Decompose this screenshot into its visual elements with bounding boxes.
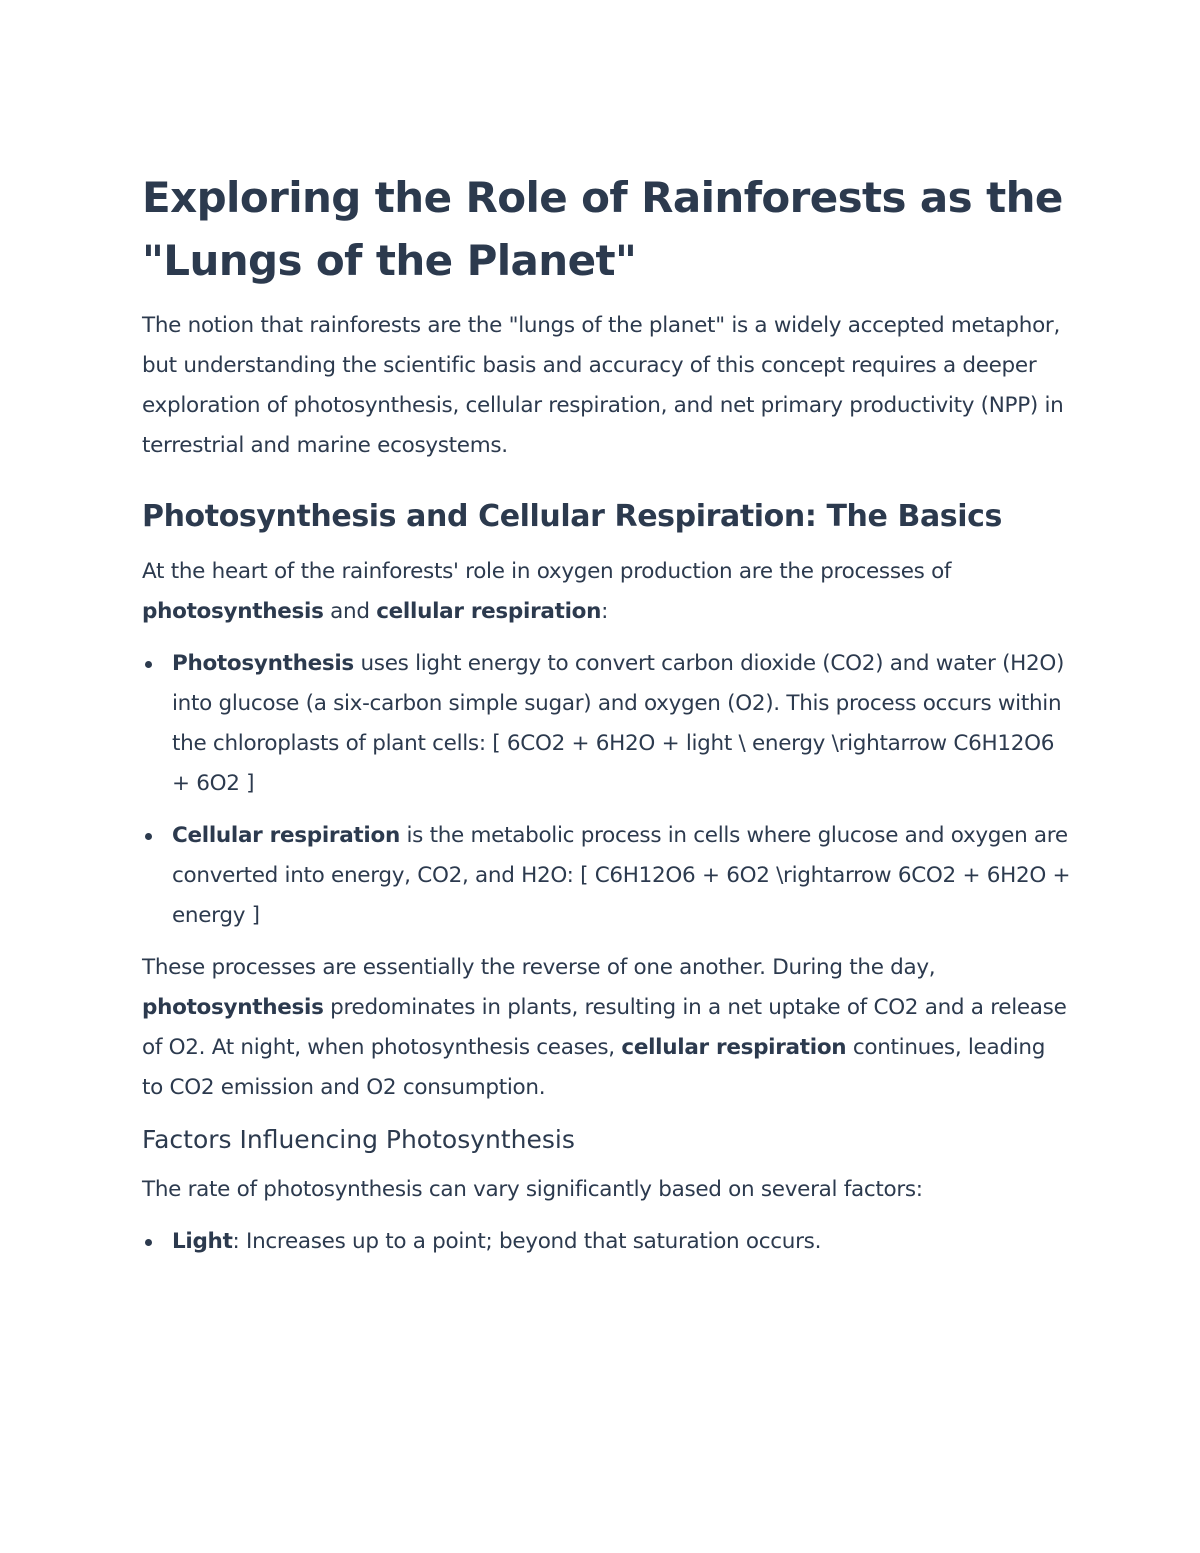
basics-lead-term-respiration: cellular respiration: [376, 599, 602, 624]
list-item-term: Cellular respiration: [172, 823, 400, 848]
closing-text-1: These processes are essentially the reverse of one another. During the day,: [142, 955, 936, 980]
factors-bullet-list: [142, 1222, 1072, 1262]
basics-lead-text: At the heart of the rainforests' role in oxygen production are the processes of: [142, 559, 952, 584]
list-item: [142, 816, 1072, 936]
list-item-term: Light: [172, 1229, 233, 1254]
list-item-text: : Increases up to a point; beyond that saturation occurs.: [232, 1229, 822, 1254]
closing-text-3: continues, leading to CO2 emission and O2 consumption.: [142, 1035, 1046, 1100]
factors-lead-paragraph: The rate of photosynthesis can vary significantly based on several factors:: [142, 1177, 923, 1202]
basics-bullet-list: [142, 644, 1072, 936]
list-item: [142, 1222, 1072, 1262]
section-heading-factors: Factors Influencing Photosynthesis: [142, 1125, 575, 1154]
page-title: Exploring the Role of Rainforests as the "Lungs of the Planet": [142, 173, 1063, 285]
basics-lead-colon: :: [601, 599, 609, 624]
basics-lead-conjunction: and: [323, 599, 377, 624]
document-page: [142, 166, 1072, 1274]
bullet-icon: [145, 1239, 152, 1246]
closing-text-2: predominates in plants, resulting in a net uptake of CO2 and a release of O2. At night, when photosynthesis ceases,: [142, 995, 1067, 1060]
basics-lead-paragraph: [142, 552, 1072, 632]
list-item: [142, 644, 1072, 804]
intro-paragraph: The notion that rainforests are the "lungs of the planet" is a widely accepted metaphor, but understanding the scientific basis and accuracy of this concept requires a deeper exploration of photosynthesis, cellular respiration, and net primary productivity (NPP) in terrestrial and marine ecosystems.: [142, 313, 1064, 458]
list-item-term: Photosynthesis: [172, 651, 354, 676]
bullet-icon: [145, 661, 152, 668]
list-item-text: uses light energy to convert carbon dioxide (CO2) and water (H2O) into glucose (a six-carbon simple sugar) and oxygen (O2). This process occurs within the chloroplasts of plant cells: [ 6CO2 + 6H2O + light \ energy \rightarrow C6H12O6 + 6O2 ]: [172, 651, 1065, 796]
basics-lead-term-photosynthesis: photosynthesis: [142, 599, 324, 624]
list-item-text: is the metabolic process in cells where glucose and oxygen are converted into energy, CO2, and H2O: [ C6H12O6 + 6O2 \rightarrow 6CO2 + 6H2O + energy ]: [172, 823, 1071, 928]
bullet-icon: [145, 833, 152, 840]
closing-term-respiration: cellular respiration: [621, 1035, 847, 1060]
basics-closing-paragraph: [142, 948, 1072, 1108]
closing-term-photosynthesis: photosynthesis: [142, 995, 324, 1020]
section-heading-basics: Photosynthesis and Cellular Respiration: The Basics: [142, 499, 1002, 534]
